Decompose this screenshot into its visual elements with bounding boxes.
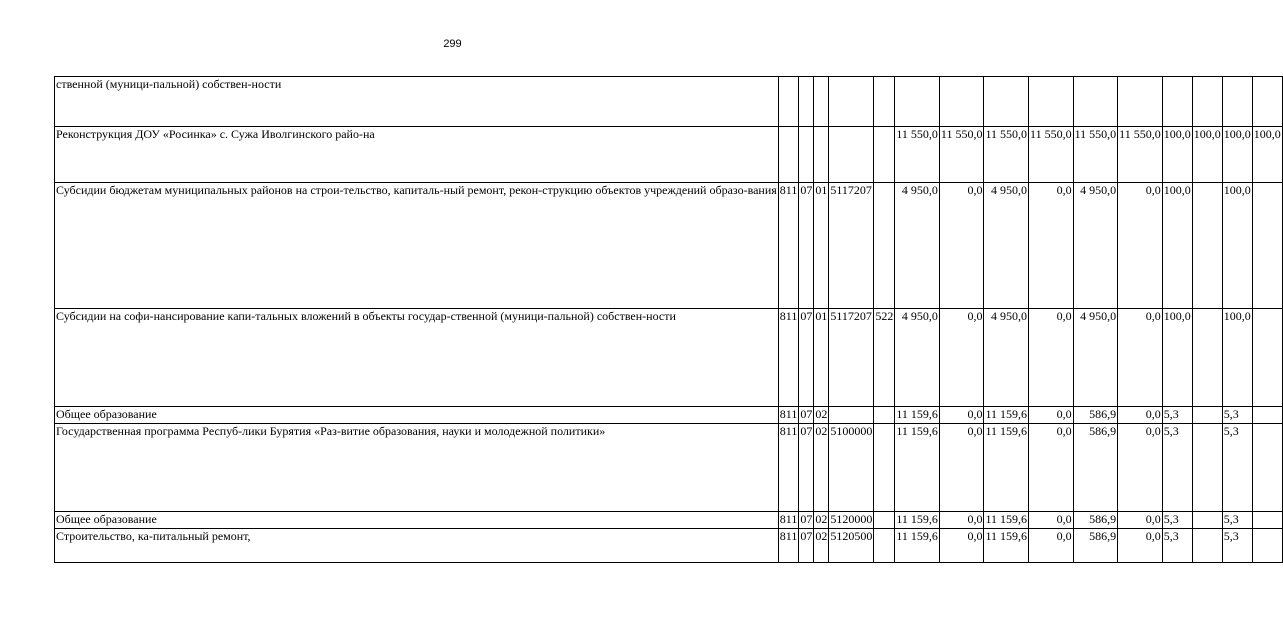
table-body [55, 77, 1283, 563]
value-2 [939, 77, 984, 127]
value-4: 0,0 [1029, 512, 1074, 529]
value-3 [984, 77, 1029, 127]
row-name: Государственная программа Респуб-лики Бурятия «Раз-витие образования, науки и молодежной политики» [55, 424, 779, 512]
percent-2 [1192, 309, 1222, 407]
percent-2 [1192, 183, 1222, 309]
value-5: 586,9 [1073, 529, 1118, 563]
expense-type-code [874, 407, 895, 424]
percent-4 [1252, 512, 1282, 529]
target-article-code: 5120000 [829, 512, 874, 529]
percent-2: 100,0 [1192, 127, 1222, 183]
value-1: 11 159,6 [895, 512, 940, 529]
subsection-code: 01 [814, 309, 829, 407]
value-4: 11 550,0 [1029, 127, 1074, 183]
admin-code [778, 77, 799, 127]
percent-2 [1192, 512, 1222, 529]
expense-type-code [874, 77, 895, 127]
value-4: 0,0 [1029, 424, 1074, 512]
row-name: Субсидии на софи-нансирование капи-тальных вложений в объекты государ-ственной (муници-пальной) собствен-ности [55, 309, 779, 407]
value-4 [1029, 77, 1074, 127]
value-5: 11 550,0 [1073, 127, 1118, 183]
section-code [799, 127, 814, 183]
percent-2 [1192, 407, 1222, 424]
value-4: 0,0 [1029, 183, 1074, 309]
expense-type-code [874, 512, 895, 529]
percent-1: 5,3 [1162, 407, 1192, 424]
percent-1: 100,0 [1162, 183, 1192, 309]
table-row [55, 183, 1283, 309]
value-6: 0,0 [1118, 512, 1163, 529]
section-code [799, 77, 814, 127]
value-6: 0,0 [1118, 309, 1163, 407]
admin-code: 811 [778, 309, 799, 407]
row-name: Общее образование [55, 407, 779, 424]
value-6: 11 550,0 [1118, 127, 1163, 183]
value-3: 11 159,6 [984, 529, 1029, 563]
value-6: 0,0 [1118, 529, 1163, 563]
value-2: 0,0 [939, 183, 984, 309]
percent-3: 100,0 [1222, 183, 1252, 309]
value-5: 4 950,0 [1073, 309, 1118, 407]
row-name: Реконструкция ДОУ «Росинка» с. Сужа Иволгинского райо-на [55, 127, 779, 183]
percent-3: 100,0 [1222, 127, 1252, 183]
percent-1 [1162, 77, 1192, 127]
table-row [55, 407, 1283, 424]
expense-type-code [874, 424, 895, 512]
subsection-code [814, 127, 829, 183]
percent-3: 5,3 [1222, 424, 1252, 512]
value-3: 11 159,6 [984, 512, 1029, 529]
value-3: 11 159,6 [984, 424, 1029, 512]
admin-code [778, 127, 799, 183]
value-1: 4 950,0 [895, 183, 940, 309]
value-6: 0,0 [1118, 424, 1163, 512]
value-1: 11 550,0 [895, 127, 940, 183]
percent-1: 100,0 [1162, 127, 1192, 183]
percent-3: 5,3 [1222, 407, 1252, 424]
page-number: 299 [443, 38, 462, 50]
value-2: 0,0 [939, 512, 984, 529]
expense-type-code [874, 529, 895, 563]
section-code: 07 [799, 529, 814, 563]
admin-code: 811 [778, 529, 799, 563]
row-name: Общее образование [55, 512, 779, 529]
percent-3: 5,3 [1222, 529, 1252, 563]
percent-4 [1252, 183, 1282, 309]
admin-code: 811 [778, 512, 799, 529]
percent-2 [1192, 529, 1222, 563]
percent-3: 100,0 [1222, 309, 1252, 407]
value-2: 0,0 [939, 424, 984, 512]
target-article-code: 5117207 [829, 309, 874, 407]
expense-type-code: 522 [874, 309, 895, 407]
percent-1: 5,3 [1162, 424, 1192, 512]
target-article-code [829, 77, 874, 127]
value-1: 4 950,0 [895, 309, 940, 407]
subsection-code: 01 [814, 183, 829, 309]
value-3: 11 550,0 [984, 127, 1029, 183]
subsection-code [814, 77, 829, 127]
table-row [55, 309, 1283, 407]
value-1: 11 159,6 [895, 407, 940, 424]
percent-1: 5,3 [1162, 512, 1192, 529]
value-3: 4 950,0 [984, 309, 1029, 407]
value-6: 0,0 [1118, 183, 1163, 309]
value-6 [1118, 77, 1163, 127]
value-4: 0,0 [1029, 407, 1074, 424]
table-row [55, 77, 1283, 127]
target-article-code [829, 127, 874, 183]
subsection-code: 02 [814, 512, 829, 529]
percent-2 [1192, 424, 1222, 512]
table-row [55, 127, 1283, 183]
value-5: 586,9 [1073, 407, 1118, 424]
percent-1: 5,3 [1162, 529, 1192, 563]
section-code: 07 [799, 183, 814, 309]
value-4: 0,0 [1029, 309, 1074, 407]
target-article-code [829, 407, 874, 424]
subsection-code: 02 [814, 529, 829, 563]
value-1: 11 159,6 [895, 529, 940, 563]
percent-4 [1252, 77, 1282, 127]
percent-1: 100,0 [1162, 309, 1192, 407]
percent-4: 100,0 [1252, 127, 1282, 183]
section-code: 07 [799, 309, 814, 407]
percent-2 [1192, 77, 1222, 127]
admin-code: 811 [778, 407, 799, 424]
value-5: 586,9 [1073, 512, 1118, 529]
expense-type-code [874, 127, 895, 183]
percent-4 [1252, 309, 1282, 407]
value-2: 0,0 [939, 529, 984, 563]
table-row [55, 529, 1283, 563]
value-5: 586,9 [1073, 424, 1118, 512]
section-code: 07 [799, 424, 814, 512]
value-2: 0,0 [939, 407, 984, 424]
value-4: 0,0 [1029, 529, 1074, 563]
section-code: 07 [799, 512, 814, 529]
target-article-code: 5100000 [829, 424, 874, 512]
admin-code: 811 [778, 424, 799, 512]
value-5 [1073, 77, 1118, 127]
value-2: 11 550,0 [939, 127, 984, 183]
value-2: 0,0 [939, 309, 984, 407]
section-code: 07 [799, 407, 814, 424]
row-name: Строительство, ка-питальный ремонт, [55, 529, 779, 563]
percent-3: 5,3 [1222, 512, 1252, 529]
value-3: 4 950,0 [984, 183, 1029, 309]
value-6: 0,0 [1118, 407, 1163, 424]
target-article-code: 5120500 [829, 529, 874, 563]
row-name: Субсидии бюджетам муниципальных районов на строи-тельство, капиталь-ный ремонт, рекон-струкцию объектов учреждений образо-вания [55, 183, 779, 309]
percent-3 [1222, 77, 1252, 127]
value-3: 11 159,6 [984, 407, 1029, 424]
value-1: 11 159,6 [895, 424, 940, 512]
admin-code: 811 [778, 183, 799, 309]
subsection-code: 02 [814, 424, 829, 512]
value-5: 4 950,0 [1073, 183, 1118, 309]
percent-4 [1252, 407, 1282, 424]
target-article-code: 5117207 [829, 183, 874, 309]
value-1 [895, 77, 940, 127]
table-row [55, 512, 1283, 529]
table-row [55, 424, 1283, 512]
percent-4 [1252, 529, 1282, 563]
budget-table [54, 76, 1283, 563]
expense-type-code [874, 183, 895, 309]
row-name: ственной (муници-пальной) собствен-ности [55, 77, 779, 127]
subsection-code: 02 [814, 407, 829, 424]
percent-4 [1252, 424, 1282, 512]
